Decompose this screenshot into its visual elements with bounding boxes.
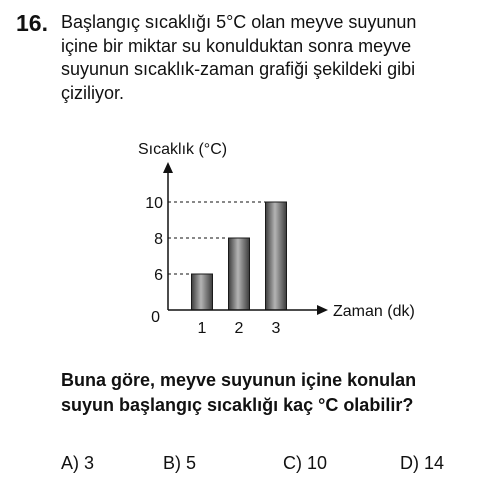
y-tick-label: 0 bbox=[151, 309, 160, 326]
x-axis-arrow-icon bbox=[317, 305, 328, 315]
y-tick-label: 6 bbox=[154, 267, 163, 284]
bar bbox=[192, 274, 213, 310]
bar bbox=[266, 202, 287, 310]
question-text-line: Başlangıç sıcaklığı 5°C olan meyve suyunun bbox=[61, 12, 417, 32]
option-c[interactable]: C) 10 bbox=[283, 453, 328, 473]
x-tick-label: 2 bbox=[234, 320, 244, 337]
question-text-line: çiziliyor. bbox=[61, 82, 125, 103]
question-text-line: içine bir miktar su konulduktan sonra meyve bbox=[61, 35, 412, 56]
option-a[interactable]: A) 3 bbox=[61, 453, 95, 473]
prompt-line: suyun başlangıç sıcaklığı kaç °C olabilir? bbox=[61, 395, 414, 415]
question-prompt bbox=[61, 368, 416, 418]
y-axis-label: Sıcaklık (°C) bbox=[138, 141, 228, 158]
question-number: 16. bbox=[16, 10, 48, 36]
x-tick-label: 1 bbox=[197, 320, 207, 337]
prompt-line: Buna göre, meyve suyunun içine konulan bbox=[61, 370, 417, 390]
option-d[interactable]: D) 14 bbox=[400, 453, 445, 473]
y-axis-arrow-icon bbox=[163, 162, 173, 173]
x-axis-label: Zaman (dk) bbox=[333, 303, 415, 320]
option-b[interactable]: B) 5 bbox=[163, 453, 197, 473]
question-text-line: suyunun sıcaklık-zaman grafiği şekildeki gibi bbox=[61, 59, 416, 79]
y-tick-label: 10 bbox=[145, 195, 163, 212]
bar bbox=[229, 238, 250, 310]
y-tick-label: 8 bbox=[154, 231, 163, 248]
x-tick-label: 3 bbox=[271, 320, 281, 337]
